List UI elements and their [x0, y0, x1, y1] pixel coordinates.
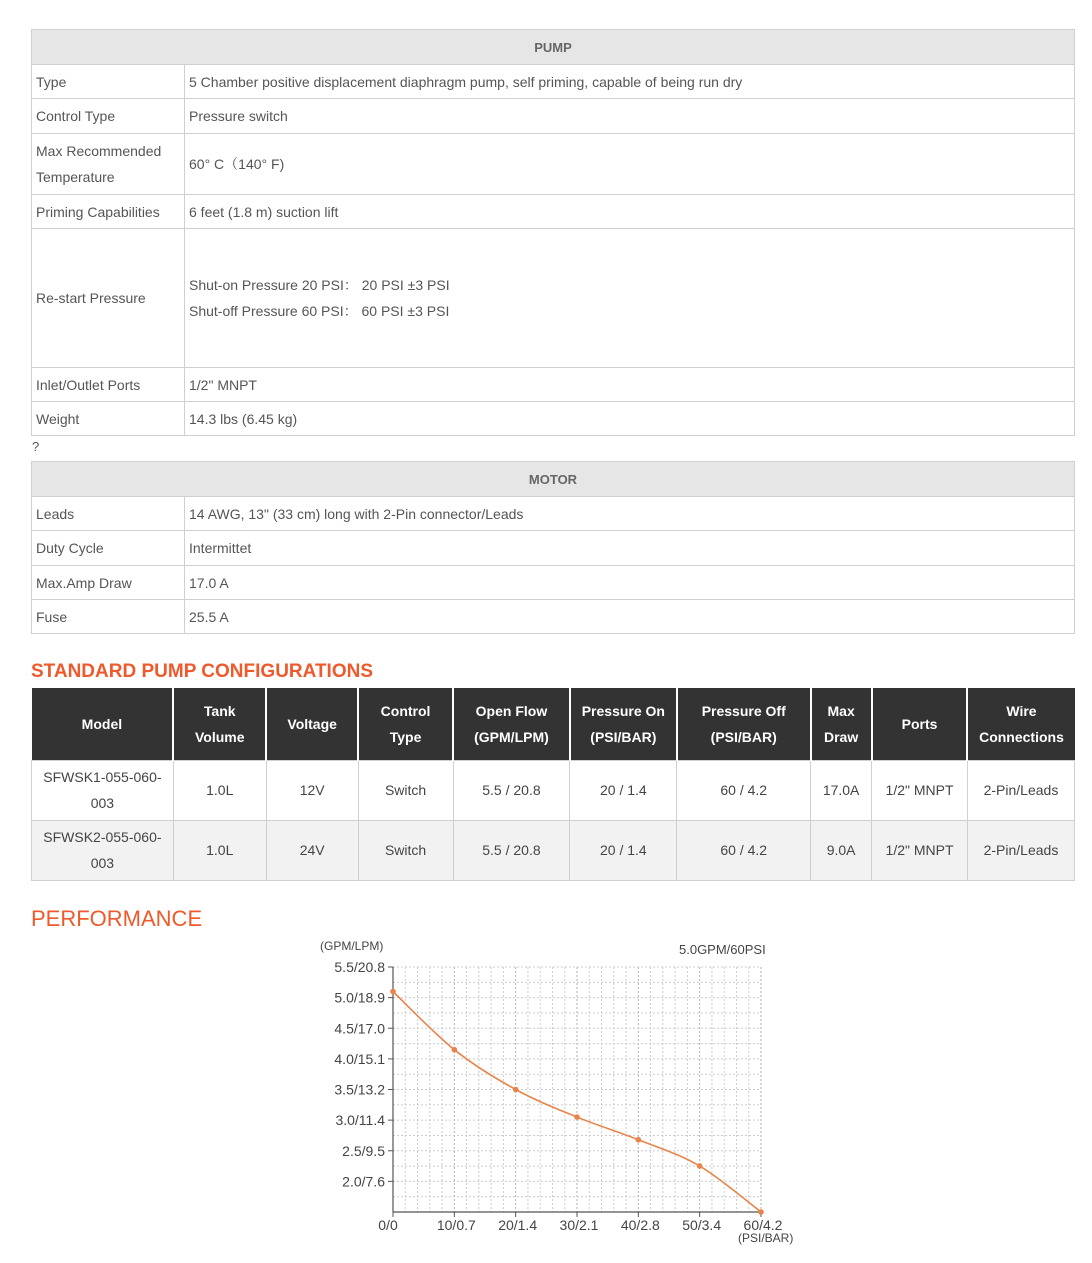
- chart-grid: [393, 967, 761, 1212]
- config-header-line: Draw: [824, 728, 859, 745]
- table-row: [32, 760, 1075, 820]
- y-tick-label: 5.0/18.9: [334, 989, 385, 1006]
- config-header-line: Pressure Off: [701, 702, 786, 719]
- spec-label: Control Type: [32, 99, 185, 134]
- config-cell: 60 / 4.2: [677, 820, 811, 880]
- config-header-line: Pressure On: [581, 702, 665, 719]
- config-header-line: Volume: [194, 728, 245, 745]
- spec-label: Duty Cycle: [32, 531, 185, 566]
- spec-value: 60° C（140° F): [185, 134, 1075, 195]
- model-cell: [32, 760, 174, 820]
- y-tick-label: 4.5/17.0: [334, 1020, 385, 1037]
- model-cell: [32, 820, 174, 880]
- model-line: 003: [90, 855, 115, 871]
- spec-label: Weight: [32, 402, 185, 436]
- config-header-line: Voltage: [287, 715, 337, 732]
- y-tick-label: 5.5/20.8: [334, 959, 385, 975]
- config-cell: 12V: [266, 760, 358, 820]
- data-point: [390, 989, 396, 995]
- pump-table-title: PUMP: [32, 30, 1075, 65]
- spec-label: Leads: [32, 497, 185, 531]
- model-line: 003: [90, 795, 115, 811]
- config-cell: Switch: [358, 820, 453, 880]
- spec-label: Priming Capabilities: [32, 195, 185, 229]
- data-point: [574, 1114, 580, 1120]
- config-header-cell: [453, 688, 570, 760]
- config-header-line: Model: [81, 715, 123, 732]
- config-cell: 5.5 / 20.8: [453, 760, 570, 820]
- config-header-row: [32, 688, 1075, 760]
- x-tick-label: 10/0.7: [436, 1217, 476, 1233]
- restart-shut-off: Shut-off Pressure 60 PSI： 60 PSI ±3 PSI: [189, 303, 450, 319]
- motor-table-title: MOTOR: [32, 462, 1075, 497]
- performance-chart: [300, 930, 800, 1250]
- data-point: [452, 1047, 458, 1053]
- spec-value: [185, 229, 1075, 368]
- config-header-cell: [677, 688, 811, 760]
- y-tick-label: 2.0/7.6: [342, 1173, 385, 1190]
- x-tick-label: 50/3.4: [682, 1217, 722, 1233]
- config-header-cell: [173, 688, 266, 760]
- config-header-line: Connections: [979, 728, 1064, 745]
- spec-value: 14.3 lbs (6.45 kg): [185, 402, 1075, 436]
- config-cell: 20 / 1.4: [570, 820, 677, 880]
- config-cell: 2-Pin/Leads: [967, 820, 1074, 880]
- config-header-cell: [358, 688, 453, 760]
- spec-value: Pressure switch: [185, 99, 1075, 134]
- spec-value: 1/2" MNPT: [185, 368, 1075, 402]
- spec-value: 5 Chamber positive displacement diaphragm pump, self priming, capable of being run dry: [185, 65, 1075, 99]
- performance-heading: PERFORMANCE: [31, 906, 203, 931]
- config-header-line: (PSI/BAR): [590, 728, 657, 745]
- chart-title: 5.0GPM/60PSI: [679, 942, 766, 957]
- config-header-cell: [570, 688, 677, 760]
- chart-axes: [388, 967, 761, 1217]
- y-tick-label: 3.5/13.2: [334, 1081, 385, 1098]
- model-line: SFWSK1-055-060-: [43, 769, 162, 785]
- table-row: [32, 820, 1075, 880]
- data-point: [758, 1209, 764, 1215]
- x-tick-label: 30/2.1: [559, 1217, 599, 1233]
- chart-x-axis-label: (PSI/BAR): [738, 1231, 794, 1245]
- spec-value: 14 AWG, 13" (33 cm) long with 2-Pin connector/Leads: [185, 497, 1075, 531]
- config-cell: 20 / 1.4: [570, 760, 677, 820]
- chart-y-axis-label: (GPM/LPM): [320, 939, 384, 953]
- config-header-line: (GPM/LPM): [474, 728, 549, 745]
- config-header-cell: [872, 688, 968, 760]
- config-header-cell: [266, 688, 358, 760]
- y-tick-label: 3.0/11.4: [335, 1112, 385, 1129]
- config-header-line: Tank: [203, 702, 236, 719]
- x-tick-label: 0/0: [378, 1217, 398, 1233]
- configurations-heading: STANDARD PUMP CONFIGURATIONS: [31, 661, 373, 682]
- spec-value: 25.5 A: [185, 600, 1075, 634]
- config-cell: 1.0L: [173, 760, 266, 820]
- spec-label: Max.Amp Draw: [32, 566, 185, 600]
- config-header-line: Wire: [1006, 702, 1037, 719]
- separator-text: ?: [32, 439, 40, 454]
- spec-label: Fuse: [32, 600, 185, 634]
- config-header-line: Open Flow: [475, 702, 548, 719]
- restart-shut-on: Shut-on Pressure 20 PSI： 20 PSI ±3 PSI: [189, 277, 450, 293]
- data-point: [697, 1163, 703, 1169]
- spec-label: Max Recommended Temperature: [32, 134, 185, 195]
- config-header-line: Type: [389, 728, 422, 745]
- config-header-line: (PSI/BAR): [710, 728, 777, 745]
- config-cell: 17.0A: [811, 760, 872, 820]
- motor-spec-table: [31, 461, 1075, 634]
- config-header-cell: [967, 688, 1074, 760]
- y-tick-label: 4.0/15.1: [334, 1050, 385, 1067]
- model-line: SFWSK2-055-060-: [43, 829, 162, 845]
- config-header-cell: [32, 688, 174, 760]
- spec-value: Intermittet: [185, 531, 1075, 566]
- config-cell: 60 / 4.2: [677, 760, 811, 820]
- config-cell: 2-Pin/Leads: [967, 760, 1074, 820]
- x-tick-label: 20/1.4: [498, 1217, 538, 1233]
- config-cell: 9.0A: [811, 820, 872, 880]
- config-header-line: Max: [827, 702, 855, 719]
- data-point: [513, 1087, 519, 1093]
- config-header-cell: [811, 688, 872, 760]
- config-cell: 1/2" MNPT: [872, 760, 968, 820]
- config-header-line: Control: [380, 702, 431, 719]
- config-cell: 24V: [266, 820, 358, 880]
- pump-spec-table: [31, 29, 1075, 436]
- x-tick-label: 40/2.8: [620, 1217, 660, 1233]
- x-tick-label: 60/4.2: [743, 1217, 783, 1233]
- config-cell: 1/2" MNPT: [872, 820, 968, 880]
- spec-value: 6 feet (1.8 m) suction lift: [185, 195, 1075, 229]
- config-cell: 5.5 / 20.8: [453, 820, 570, 880]
- y-tick-label: 2.5/9.5: [342, 1142, 385, 1159]
- spec-label: Inlet/Outlet Ports: [32, 368, 185, 402]
- config-cell: Switch: [358, 760, 453, 820]
- config-header-line: Ports: [901, 715, 938, 732]
- spec-label: Re-start Pressure: [32, 229, 185, 368]
- spec-value: 17.0 A: [185, 566, 1075, 600]
- spec-label: Type: [32, 65, 185, 99]
- config-cell: 1.0L: [173, 820, 266, 880]
- data-point: [636, 1137, 642, 1143]
- configurations-table: [31, 688, 1075, 881]
